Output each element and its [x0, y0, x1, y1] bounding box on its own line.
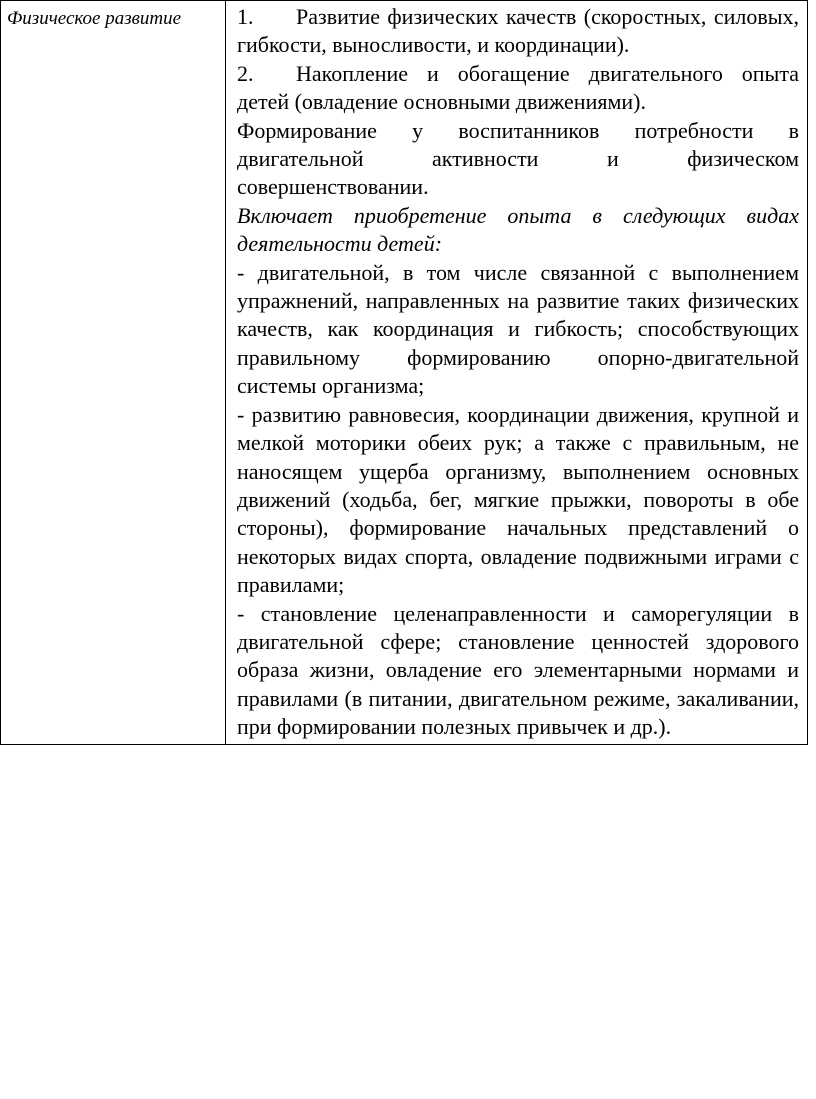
numbered-item	[237, 3, 799, 60]
table-row	[1, 1, 808, 745]
dash-list-item: - двигательной, в том числе связанной с выполнением упражнений, направленных на развитие таких физических качеств, как координация и гибкость; способствующих правильному формированию опорно-двигательной системы организма;	[237, 259, 799, 399]
item-number: 1.	[237, 4, 254, 29]
section-content-cell	[226, 1, 808, 745]
numbered-item	[237, 60, 799, 117]
section-label: Физическое развитие	[7, 8, 182, 29]
intro-paragraph: Включает приобретение опыта в следующих видах деятельности детей:	[237, 202, 799, 257]
dash-list-item: - становление целенаправленности и саморегуляции в двигательной сфере; становление ценностей здорового образа жизни, овладение его элементарными нормами и правилами (в питании, двигательном режиме, закаливании, при формировании полезных привычек и др.).	[237, 600, 799, 740]
dash-list-item: - развитию равновесия, координации движения, крупной и мелкой моторики обеих рук; а также с правильным, не наносящем ущерба организму, выполнением основных движений (ходьба, бег, мягкие прыжки, повороты в обе стороны), формирование начальных представлений о некоторых видах спорта, овладение подвижными играми с правилами;	[237, 401, 799, 598]
item-number: 2.	[237, 60, 254, 86]
item-text: Накопление и обогащение двигательного опыта детей (овладение основными движениями).	[237, 60, 799, 115]
section-label-cell	[1, 1, 226, 745]
item-text: Развитие физических качеств (скоростных, силовых, гибкости, выносливости, и координации).	[237, 4, 799, 58]
need-paragraph: Формирование у воспитанников потребности в двигательной активности и физическом совершенствовании.	[237, 117, 799, 200]
